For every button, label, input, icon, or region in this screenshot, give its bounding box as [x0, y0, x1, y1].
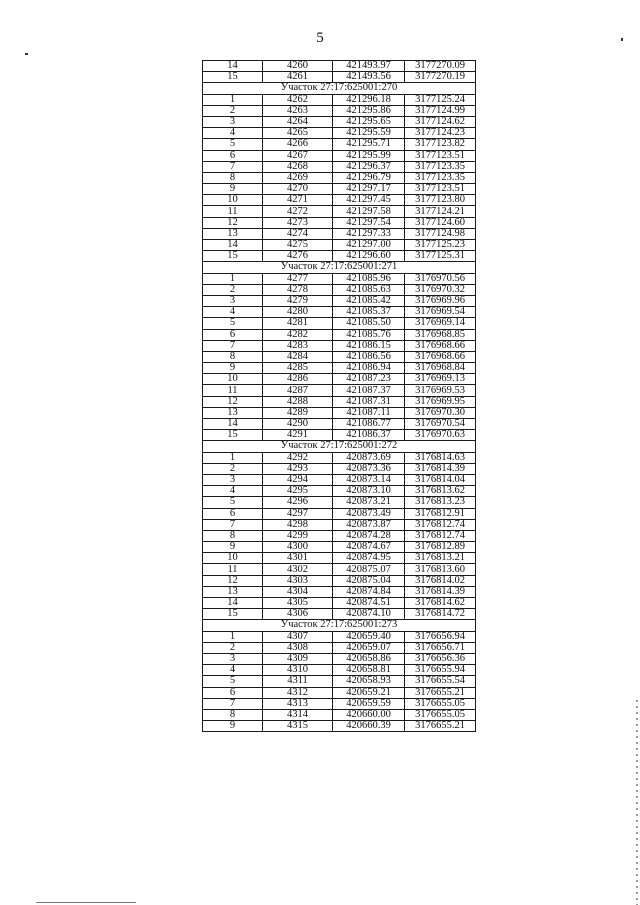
y-coordinate: 3176814.04	[405, 474, 476, 485]
point-number: 4305	[263, 598, 333, 609]
point-index: 14	[203, 61, 263, 72]
table-row	[203, 307, 476, 318]
x-coordinate: 421295.65	[333, 116, 405, 127]
point-number: 4299	[263, 530, 333, 541]
table-row	[203, 653, 476, 664]
point-number: 4293	[263, 463, 333, 474]
x-coordinate: 421086.94	[333, 363, 405, 374]
y-coordinate: 3176655.21	[405, 721, 476, 732]
point-number: 4301	[263, 553, 333, 564]
point-number: 4262	[263, 94, 333, 105]
table-row	[203, 407, 476, 418]
table-row	[203, 184, 476, 195]
point-number: 4311	[263, 676, 333, 687]
point-index: 6	[203, 150, 263, 161]
y-coordinate: 3176812.89	[405, 542, 476, 553]
point-index: 8	[203, 530, 263, 541]
point-number: 4313	[263, 698, 333, 709]
table-row	[203, 542, 476, 553]
y-coordinate: 3176969.13	[405, 374, 476, 385]
table-row	[203, 128, 476, 139]
point-index: 13	[203, 228, 263, 239]
table-row	[203, 419, 476, 430]
x-coordinate: 421086.37	[333, 430, 405, 441]
parcel-heading-row	[203, 262, 476, 273]
point-index: 12	[203, 396, 263, 407]
point-number: 4275	[263, 240, 333, 251]
table-row	[203, 586, 476, 597]
table-row	[203, 698, 476, 709]
x-coordinate: 420659.59	[333, 698, 405, 709]
x-coordinate: 420660.39	[333, 721, 405, 732]
x-coordinate: 421085.37	[333, 307, 405, 318]
point-index: 14	[203, 598, 263, 609]
x-coordinate: 420658.93	[333, 676, 405, 687]
y-coordinate: 3176968.85	[405, 329, 476, 340]
x-coordinate: 420659.21	[333, 687, 405, 698]
x-coordinate: 421086.15	[333, 340, 405, 351]
x-coordinate: 421295.99	[333, 150, 405, 161]
y-coordinate: 3176814.72	[405, 609, 476, 620]
point-index: 15	[203, 609, 263, 620]
x-coordinate: 421085.96	[333, 273, 405, 284]
x-coordinate: 420874.51	[333, 598, 405, 609]
point-index: 5	[203, 497, 263, 508]
point-number: 4264	[263, 116, 333, 127]
point-number: 4279	[263, 295, 333, 306]
point-number: 4266	[263, 139, 333, 150]
table-row	[203, 609, 476, 620]
table-row	[203, 598, 476, 609]
point-index: 8	[203, 709, 263, 720]
y-coordinate: 3177124.60	[405, 217, 476, 228]
point-number: 4288	[263, 396, 333, 407]
point-number: 4282	[263, 329, 333, 340]
table-row	[203, 642, 476, 653]
y-coordinate: 3176655.05	[405, 698, 476, 709]
table-row	[203, 318, 476, 329]
parcel-heading: Участок 27:17:625001:273	[203, 620, 476, 631]
y-coordinate: 3176969.95	[405, 396, 476, 407]
x-coordinate: 421297.17	[333, 184, 405, 195]
parcel-heading: Участок 27:17:625001:272	[203, 441, 476, 452]
point-index: 3	[203, 116, 263, 127]
point-number: 4290	[263, 419, 333, 430]
point-index: 2	[203, 642, 263, 653]
table-row	[203, 430, 476, 441]
y-coordinate: 3176814.39	[405, 586, 476, 597]
point-number: 4300	[263, 542, 333, 553]
x-coordinate: 420875.07	[333, 564, 405, 575]
point-number: 4260	[263, 61, 333, 72]
point-number: 4276	[263, 251, 333, 262]
y-coordinate: 3176970.32	[405, 284, 476, 295]
y-coordinate: 3177125.23	[405, 240, 476, 251]
table-row	[203, 575, 476, 586]
point-index: 4	[203, 486, 263, 497]
y-coordinate: 3176814.63	[405, 452, 476, 463]
y-coordinate: 3176814.62	[405, 598, 476, 609]
point-index: 2	[203, 105, 263, 116]
x-coordinate: 420660.00	[333, 709, 405, 720]
point-number: 4270	[263, 184, 333, 195]
y-coordinate: 3177123.51	[405, 184, 476, 195]
table-row	[203, 251, 476, 262]
y-coordinate: 3176655.94	[405, 665, 476, 676]
point-number: 4272	[263, 206, 333, 217]
point-index: 9	[203, 542, 263, 553]
y-coordinate: 3176813.62	[405, 486, 476, 497]
point-index: 10	[203, 374, 263, 385]
parcel-heading: Участок 27:17:625001:270	[203, 83, 476, 94]
y-coordinate: 3177124.21	[405, 206, 476, 217]
x-coordinate: 420873.14	[333, 474, 405, 485]
point-index: 1	[203, 94, 263, 105]
y-coordinate: 3176970.56	[405, 273, 476, 284]
coordinates-table-body	[203, 61, 476, 732]
point-number: 4298	[263, 519, 333, 530]
x-coordinate: 420874.28	[333, 530, 405, 541]
x-coordinate: 421087.11	[333, 407, 405, 418]
point-index: 12	[203, 575, 263, 586]
point-index: 5	[203, 676, 263, 687]
table-row	[203, 240, 476, 251]
table-row	[203, 452, 476, 463]
point-index: 6	[203, 329, 263, 340]
x-coordinate: 421087.37	[333, 385, 405, 396]
table-row	[203, 486, 476, 497]
x-coordinate: 420659.40	[333, 631, 405, 642]
x-coordinate: 420875.04	[333, 575, 405, 586]
table-row	[203, 687, 476, 698]
point-number: 4297	[263, 508, 333, 519]
x-coordinate: 420874.10	[333, 609, 405, 620]
x-coordinate: 421295.71	[333, 139, 405, 150]
point-number: 4286	[263, 374, 333, 385]
x-coordinate: 420659.07	[333, 642, 405, 653]
point-number: 4307	[263, 631, 333, 642]
point-number: 4263	[263, 105, 333, 116]
x-coordinate: 421087.23	[333, 374, 405, 385]
point-index: 2	[203, 463, 263, 474]
x-coordinate: 420658.81	[333, 665, 405, 676]
point-number: 4281	[263, 318, 333, 329]
point-index: 10	[203, 195, 263, 206]
table-row	[203, 228, 476, 239]
x-coordinate: 421297.54	[333, 217, 405, 228]
point-number: 4292	[263, 452, 333, 463]
table-row	[203, 474, 476, 485]
y-coordinate: 3176655.05	[405, 709, 476, 720]
table-row	[203, 105, 476, 116]
x-coordinate: 420873.10	[333, 486, 405, 497]
point-index: 4	[203, 128, 263, 139]
table-row	[203, 284, 476, 295]
point-index: 9	[203, 184, 263, 195]
y-coordinate: 3177270.19	[405, 72, 476, 83]
y-coordinate: 3176656.36	[405, 653, 476, 664]
point-index: 8	[203, 351, 263, 362]
point-number: 4294	[263, 474, 333, 485]
scan-edge-mark	[636, 700, 638, 905]
point-index: 7	[203, 340, 263, 351]
point-index: 14	[203, 419, 263, 430]
point-index: 10	[203, 553, 263, 564]
x-coordinate: 420874.67	[333, 542, 405, 553]
point-number: 4312	[263, 687, 333, 698]
y-coordinate: 3176969.54	[405, 307, 476, 318]
x-coordinate: 421086.56	[333, 351, 405, 362]
point-index: 15	[203, 430, 263, 441]
parcel-heading-row	[203, 83, 476, 94]
y-coordinate: 3176813.21	[405, 553, 476, 564]
table-row	[203, 273, 476, 284]
point-index: 7	[203, 519, 263, 530]
parcel-heading: Участок 27:17:625001:271	[203, 262, 476, 273]
y-coordinate: 3177123.80	[405, 195, 476, 206]
y-coordinate: 3177270.09	[405, 61, 476, 72]
point-number: 4280	[263, 307, 333, 318]
y-coordinate: 3177124.23	[405, 128, 476, 139]
y-coordinate: 3176968.66	[405, 340, 476, 351]
y-coordinate: 3176814.39	[405, 463, 476, 474]
y-coordinate: 3176969.14	[405, 318, 476, 329]
point-number: 4285	[263, 363, 333, 374]
x-coordinate: 421296.79	[333, 172, 405, 183]
x-coordinate: 420874.95	[333, 553, 405, 564]
table-row	[203, 709, 476, 720]
table-row	[203, 553, 476, 564]
y-coordinate: 3177124.62	[405, 116, 476, 127]
scan-edge-line	[36, 902, 136, 903]
table-row	[203, 94, 476, 105]
point-number: 4265	[263, 128, 333, 139]
point-number: 4284	[263, 351, 333, 362]
point-number: 4268	[263, 161, 333, 172]
y-coordinate: 3177123.35	[405, 161, 476, 172]
table-row	[203, 530, 476, 541]
point-index: 4	[203, 307, 263, 318]
point-number: 4271	[263, 195, 333, 206]
table-row	[203, 61, 476, 72]
y-coordinate: 3176813.60	[405, 564, 476, 575]
point-index: 5	[203, 139, 263, 150]
table-row	[203, 72, 476, 83]
y-coordinate: 3177123.35	[405, 172, 476, 183]
x-coordinate: 421297.33	[333, 228, 405, 239]
x-coordinate: 421493.56	[333, 72, 405, 83]
scan-speck	[621, 38, 623, 41]
scan-speck	[25, 53, 28, 55]
y-coordinate: 3176814.02	[405, 575, 476, 586]
table-row	[203, 497, 476, 508]
x-coordinate: 420658.86	[333, 653, 405, 664]
y-coordinate: 3177124.99	[405, 105, 476, 116]
point-number: 4287	[263, 385, 333, 396]
table-row	[203, 721, 476, 732]
point-number: 4289	[263, 407, 333, 418]
table-row	[203, 206, 476, 217]
table-row	[203, 676, 476, 687]
point-index: 11	[203, 206, 263, 217]
y-coordinate: 3176968.66	[405, 351, 476, 362]
y-coordinate: 3176970.54	[405, 419, 476, 430]
x-coordinate: 421086.77	[333, 419, 405, 430]
parcel-heading-row	[203, 620, 476, 631]
x-coordinate: 421085.42	[333, 295, 405, 306]
point-number: 4269	[263, 172, 333, 183]
point-number: 4308	[263, 642, 333, 653]
point-index: 12	[203, 217, 263, 228]
table-row	[203, 295, 476, 306]
point-number: 4304	[263, 586, 333, 597]
y-coordinate: 3176656.94	[405, 631, 476, 642]
y-coordinate: 3176812.91	[405, 508, 476, 519]
x-coordinate: 420873.21	[333, 497, 405, 508]
table-row	[203, 519, 476, 530]
point-index: 13	[203, 586, 263, 597]
y-coordinate: 3176655.54	[405, 676, 476, 687]
x-coordinate: 421295.86	[333, 105, 405, 116]
point-index: 3	[203, 653, 263, 664]
point-number: 4291	[263, 430, 333, 441]
x-coordinate: 421085.63	[333, 284, 405, 295]
point-index: 7	[203, 161, 263, 172]
table-row	[203, 139, 476, 150]
point-index: 3	[203, 295, 263, 306]
x-coordinate: 420874.84	[333, 586, 405, 597]
y-coordinate: 3176655.21	[405, 687, 476, 698]
table-row	[203, 329, 476, 340]
parcel-heading-row	[203, 441, 476, 452]
y-coordinate: 3176970.30	[405, 407, 476, 418]
point-index: 15	[203, 251, 263, 262]
point-index: 1	[203, 631, 263, 642]
point-number: 4306	[263, 609, 333, 620]
table-row	[203, 564, 476, 575]
table-row	[203, 508, 476, 519]
table-row	[203, 631, 476, 642]
point-index: 9	[203, 363, 263, 374]
y-coordinate: 3176656.71	[405, 642, 476, 653]
y-coordinate: 3177123.82	[405, 139, 476, 150]
y-coordinate: 3177125.24	[405, 94, 476, 105]
x-coordinate: 421297.45	[333, 195, 405, 206]
x-coordinate: 421085.50	[333, 318, 405, 329]
table-row	[203, 396, 476, 407]
point-index: 5	[203, 318, 263, 329]
table-row	[203, 172, 476, 183]
point-number: 4296	[263, 497, 333, 508]
point-number: 4310	[263, 665, 333, 676]
y-coordinate: 3176969.53	[405, 385, 476, 396]
point-number: 4278	[263, 284, 333, 295]
point-index: 6	[203, 687, 263, 698]
point-number: 4283	[263, 340, 333, 351]
x-coordinate: 421296.60	[333, 251, 405, 262]
y-coordinate: 3177125.31	[405, 251, 476, 262]
point-index: 3	[203, 474, 263, 485]
y-coordinate: 3176812.74	[405, 530, 476, 541]
table-row	[203, 463, 476, 474]
y-coordinate: 3176969.96	[405, 295, 476, 306]
point-number: 4277	[263, 273, 333, 284]
point-index: 11	[203, 385, 263, 396]
x-coordinate: 421085.76	[333, 329, 405, 340]
table-row	[203, 150, 476, 161]
point-index: 4	[203, 665, 263, 676]
table-row	[203, 363, 476, 374]
point-index: 11	[203, 564, 263, 575]
point-index: 6	[203, 508, 263, 519]
point-index: 15	[203, 72, 263, 83]
table-row	[203, 385, 476, 396]
point-number: 4314	[263, 709, 333, 720]
y-coordinate: 3177124.98	[405, 228, 476, 239]
x-coordinate: 421296.18	[333, 94, 405, 105]
coordinates-table	[202, 60, 476, 732]
x-coordinate: 421297.58	[333, 206, 405, 217]
point-number: 4261	[263, 72, 333, 83]
point-number: 4274	[263, 228, 333, 239]
y-coordinate: 3176813.23	[405, 497, 476, 508]
table-row	[203, 340, 476, 351]
y-coordinate: 3177123.51	[405, 150, 476, 161]
table-row	[203, 161, 476, 172]
point-index: 14	[203, 240, 263, 251]
table-row	[203, 374, 476, 385]
point-number: 4267	[263, 150, 333, 161]
point-index: 2	[203, 284, 263, 295]
point-index: 9	[203, 721, 263, 732]
y-coordinate: 3176968.84	[405, 363, 476, 374]
table-row	[203, 195, 476, 206]
point-number: 4302	[263, 564, 333, 575]
table-row	[203, 116, 476, 127]
point-number: 4315	[263, 721, 333, 732]
point-index: 1	[203, 273, 263, 284]
y-coordinate: 3176812.74	[405, 519, 476, 530]
x-coordinate: 420873.49	[333, 508, 405, 519]
x-coordinate: 421493.97	[333, 61, 405, 72]
x-coordinate: 420873.36	[333, 463, 405, 474]
page-number: 5	[316, 30, 324, 46]
table-row	[203, 665, 476, 676]
x-coordinate: 421087.31	[333, 396, 405, 407]
x-coordinate: 421295.59	[333, 128, 405, 139]
point-index: 1	[203, 452, 263, 463]
point-index: 8	[203, 172, 263, 183]
x-coordinate: 420873.69	[333, 452, 405, 463]
x-coordinate: 421297.00	[333, 240, 405, 251]
point-number: 4309	[263, 653, 333, 664]
point-index: 13	[203, 407, 263, 418]
table-row	[203, 351, 476, 362]
x-coordinate: 421296.37	[333, 161, 405, 172]
point-number: 4295	[263, 486, 333, 497]
point-number: 4303	[263, 575, 333, 586]
point-index: 7	[203, 698, 263, 709]
y-coordinate: 3176970.63	[405, 430, 476, 441]
x-coordinate: 420873.87	[333, 519, 405, 530]
point-number: 4273	[263, 217, 333, 228]
table-row	[203, 217, 476, 228]
